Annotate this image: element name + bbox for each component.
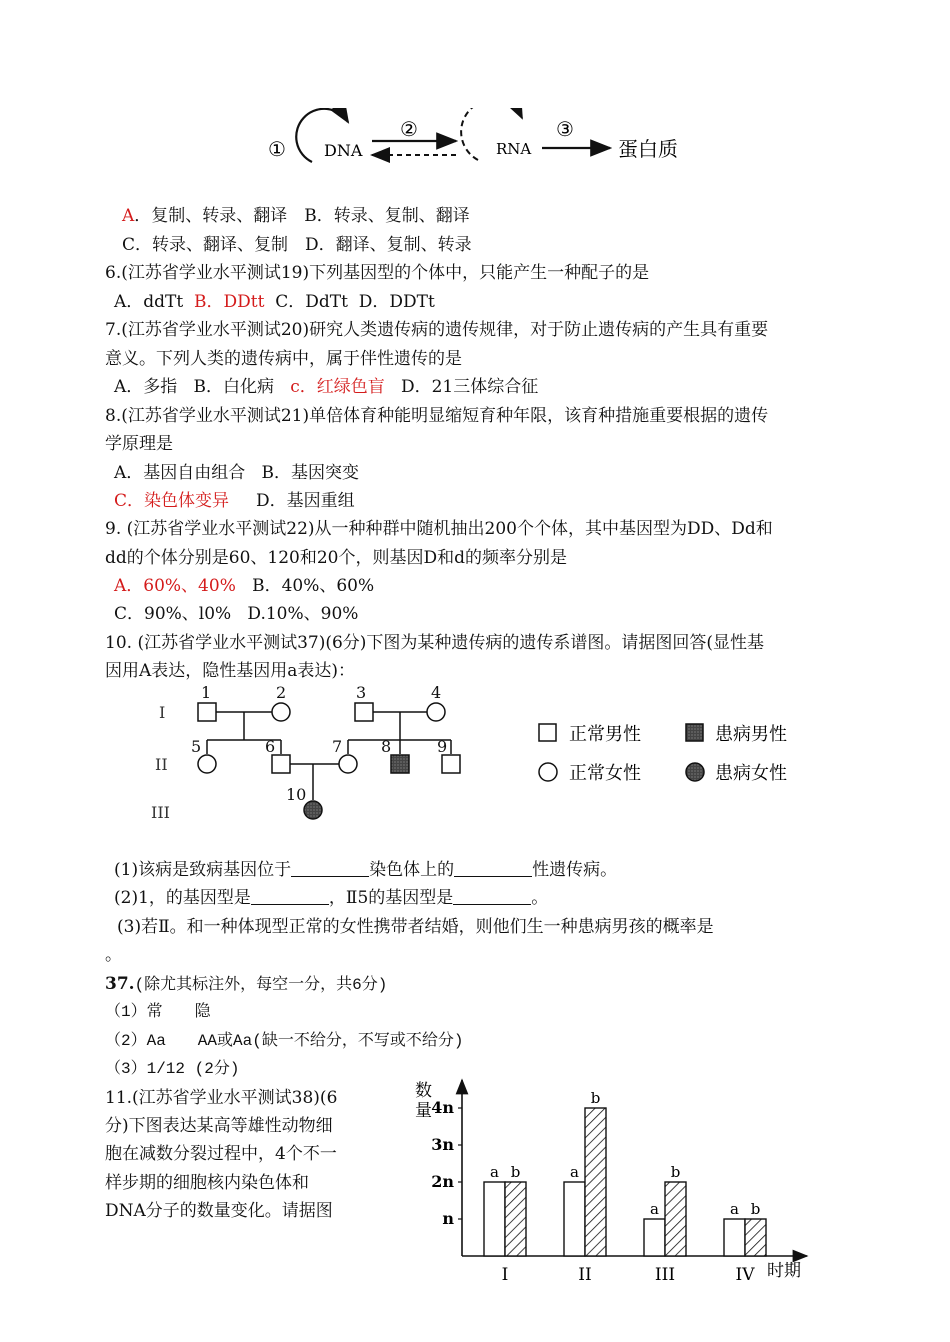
q6-option-a: A．ddTt [114,292,184,312]
q10-part2 [114,886,548,910]
individual-label-5: 5 [191,737,202,756]
q5-option-a: ．复制、转录、翻译 [134,206,288,226]
q8-stem-line1: 8.(江苏省学业水平测试21)单倍体育种能明显缩短育种年限，该育种措施重要根据的遗传 [105,406,769,426]
q7-option-d: D．21三体综合征 [400,377,539,397]
q9-option-c: C．90%、l0% [114,604,232,624]
q10-part1-text-a: (1)该病是致病基因位于 [114,860,292,880]
q5-option-b: B．转录、复制、翻译 [304,206,470,226]
bar-label-II-b: b [590,1089,601,1107]
individual-label-7: 7 [332,737,343,756]
legend-affected-male-label: 患病男性 [715,724,787,745]
individual-label-10: 10 [286,785,307,804]
q9-option-a: A．60%、40% [114,576,236,596]
x-tick-label-III: III [654,1265,676,1285]
q8-options-row2 [114,489,355,513]
individual-label-8: 8 [381,737,392,756]
bar-I-a [484,1182,505,1256]
bar-label-I-b: b [510,1163,521,1181]
individual-10-affected-female [304,801,322,819]
q7-option-c: c．红绿色盲 [290,377,385,397]
individual-label-3: 3 [356,683,367,702]
individual-4-normal-female [427,703,445,721]
q9-options-row1 [114,574,374,598]
q10-blank-1[interactable] [291,860,369,877]
bar-I-b [505,1182,526,1256]
individual-label-2: 2 [276,683,287,702]
legend-normal-male-label: 正常男性 [569,724,641,745]
bar-label-IV-b: b [750,1200,761,1218]
q10-stem-line2: 因用A表达，隐性基因用a表达)： [105,661,356,681]
q9-option-d: D.10%、90% [247,604,359,624]
q10-part3: (3)若Ⅱ。和一种体现型正常的女性携带者结婚，则他们生一种患病男孩的概率是 [117,917,714,937]
protein-label: 蛋白质 [618,137,678,161]
dna-label: DNA [324,141,363,160]
q10-part1 [114,858,617,882]
x-axis-title: 时期 [767,1261,801,1281]
bar-label-IV-a: a [730,1200,739,1218]
q8-option-a: A．基因自由组合 [114,463,246,483]
generation-label-i: I [159,703,166,722]
legend-normal-female-symbol [539,763,557,781]
q10-part2-text-c: 。 [531,888,549,908]
q10-part3-end: 。 [105,945,122,965]
answer-37-line3: （3）1/12 (2分) [105,1060,240,1078]
q10-part1-text-c: 性遗传病。 [532,860,618,880]
individual-9-normal-male [442,755,460,773]
bar-label-III-a: a [650,1200,659,1218]
q8-stem-line2: 学原理是 [105,434,173,454]
q5-answer-a-letter: A [122,206,135,226]
bar-III-a [644,1219,665,1256]
legend-affected-female-label: 患病女性 [715,763,787,784]
q10-blank-2[interactable] [454,860,532,877]
q10-stem-line1: 10. (江苏省学业水平测试37)(6分)下图为某种遗传病的遗传系谱图。请据图回答(显性基 [105,633,765,653]
y-tick-label-4n: 4n [431,1098,454,1117]
legend-normal-female-label: 正常女性 [569,763,641,784]
q5-options-row2 [122,233,472,257]
individual-6-normal-male [272,755,290,773]
generation-label-ii: II [155,755,168,774]
answer-37-number: 37. [105,974,135,994]
bar-III-b [665,1182,686,1256]
q9-stem-line2: dd的个体分别是60、120和20个，则基因D和d的频率分别是 [105,548,567,568]
q6-option-d: D．DDTt [358,292,435,312]
answer-37-header [105,972,387,997]
q11-line5: DNA分子的数量变化。请据图 [105,1201,333,1221]
bar-IV-b [745,1219,766,1256]
q10-part2-text-a: (2)1，的基因型是 [114,888,251,908]
q11-line4: 样步期的细胞核内染色体和 [105,1173,309,1193]
q10-blank-3[interactable] [251,888,329,905]
q5-option-d: D．翻译、复制、转录 [305,235,472,255]
individual-2-normal-female [272,703,290,721]
q9-stem-line1: 9. (江苏省学业水平测试22)从一种种群中随机抽出200个个体，其中基因型为DD、Dd和 [105,519,773,539]
individual-label-6: 6 [265,737,276,756]
individual-label-4: 4 [431,683,442,702]
q10-part2-text-b: ，Ⅱ5的基因型是 [328,888,454,908]
y-tick-label-3n: 3n [431,1135,454,1154]
x-tick-label-II: II [578,1265,592,1285]
step-3-label: ③ [556,117,574,141]
q7-stem-line2: 意义。下列人类的遗传病中，属于伴性遗传的是 [105,349,462,369]
step-2-label: ② [400,117,418,141]
q7-options [114,375,538,399]
q6-stem: 6.(江苏省学业水平测试19)下列基因型的个体中，只能产生一种配子的是 [105,263,650,283]
q7-option-b: B．白化病 [193,377,274,397]
individual-3-normal-male [355,703,373,721]
q5-options-row1 [122,204,470,228]
q6-option-c: C．DdTt [275,292,348,312]
q8-option-b: B．基因突变 [261,463,359,483]
q8-options-row1 [114,461,359,485]
q8-option-c: C．染色体变异 [114,491,230,511]
bar-II-a [564,1182,585,1256]
q10-blank-4[interactable] [453,888,531,905]
individual-7-normal-female [339,755,357,773]
individual-5-normal-female [198,755,216,773]
central-dogma-diagram [260,108,700,190]
pedigree-chart [145,680,835,840]
individual-label-1: 1 [201,683,212,702]
answer-37-note: (除尤其标注外，每空一分，共6分) [134,976,388,994]
legend-affected-female-symbol [686,763,704,781]
y-tick-label-2n: 2n [431,1172,454,1191]
bar-label-I-a: a [490,1163,499,1181]
q7-stem-line1: 7.(江苏省学业水平测试20)研究人类遗传病的遗传规律，对于防止遗传病的产生具有重要 [105,320,769,340]
y-axis-title-line2: 量 [415,1101,432,1121]
bar-IV-a [724,1219,745,1256]
y-tick-label-n: n [442,1209,454,1228]
q5-option-c: C．转录、翻译、复制 [122,235,289,255]
bar-label-II-a: a [570,1163,579,1181]
q9-option-b: B．40%、60% [252,576,375,596]
q11-line1: 11.(江苏省学业水平测试38)(6 [105,1088,338,1108]
x-tick-label-IV: IV [735,1265,755,1285]
q9-options-row2 [114,602,358,626]
q8-option-d: D．基因重组 [256,491,355,511]
x-tick-label-I: I [501,1265,509,1285]
bar-II-b [585,1108,606,1256]
individual-label-9: 9 [437,737,448,756]
legend-affected-male-symbol [686,724,703,741]
legend-normal-male-symbol [539,724,556,741]
answer-37-line2: （2）Aa AA或Aa(缺一不给分，不写或不给分) [105,1032,464,1050]
generation-label-iii: III [151,803,170,822]
individual-8-affected-male [391,755,409,773]
answer-37-line1: （1）常 隐 [105,1003,211,1021]
q10-part1-text-b: 染色体上的 [369,860,455,880]
q11-line2: 分)下图表达某高等雄性动物细 [105,1116,333,1136]
q11-line3: 胞在减数分裂过程中，4个不一 [105,1144,337,1164]
rna-label: RNA [496,140,532,158]
step-1-label: ① [268,137,286,161]
meiosis-bar-chart [405,1070,815,1290]
q6-options [114,290,435,314]
q7-option-a: A．多指 [114,377,178,397]
individual-1-normal-male [198,703,216,721]
q6-option-b: B．DDtt [194,292,265,312]
bar-label-III-b: b [670,1163,681,1181]
y-axis-title-line1: 数 [415,1081,432,1101]
